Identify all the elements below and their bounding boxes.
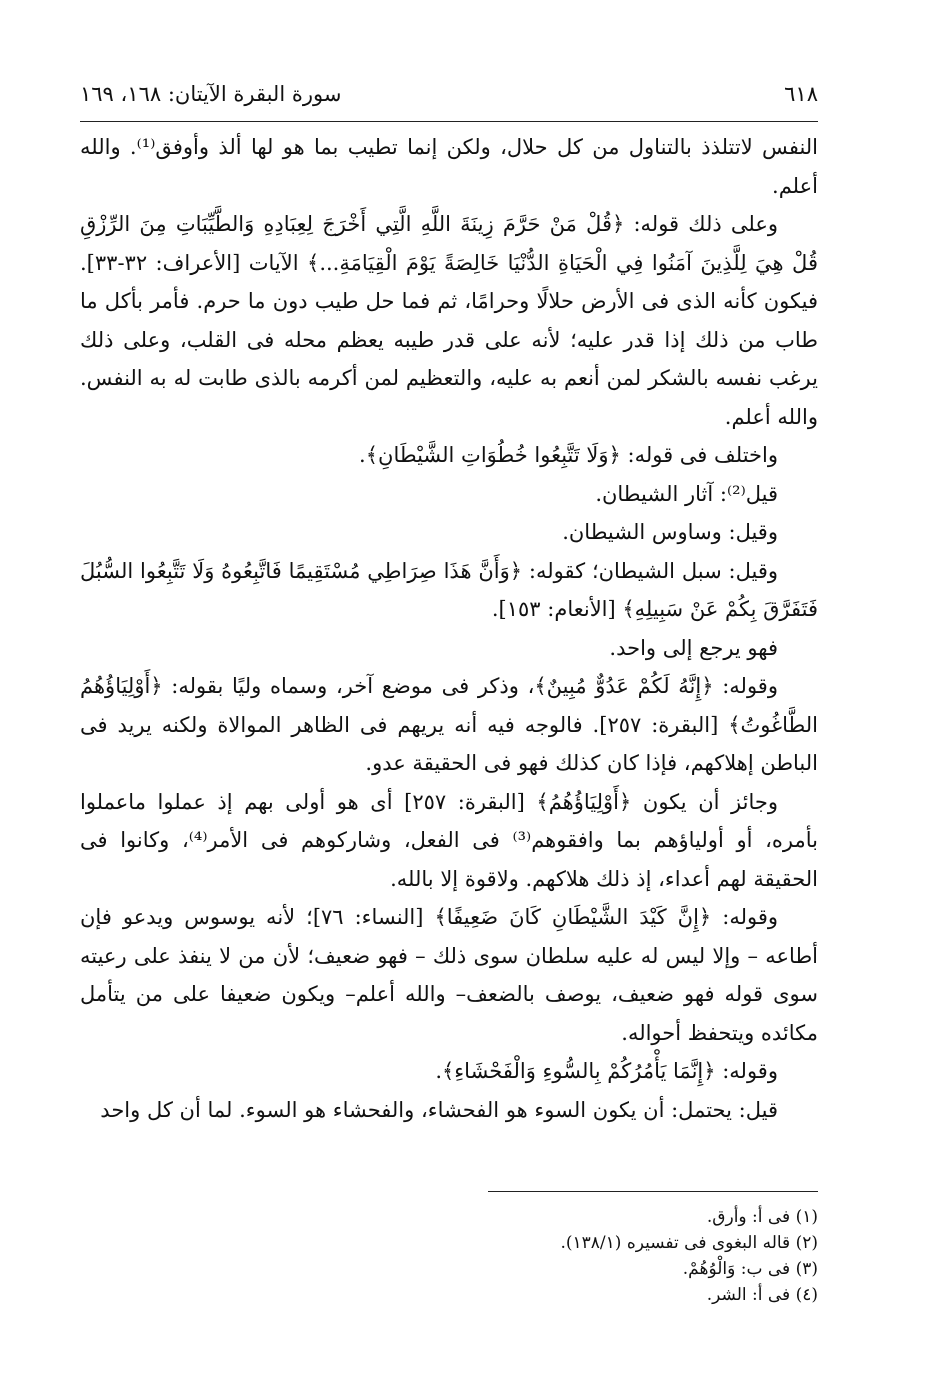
paragraph: فهو يرجع إلى واحد. — [609, 635, 778, 660]
footnote: (١) فى أ: وأرق. — [706, 1207, 818, 1227]
page-number: ٦١٨ — [784, 82, 818, 106]
footnote: (٢) قاله البغوى فى تفسيره (١٣٨/١). — [560, 1233, 818, 1253]
footnote: (٤) فى أ: الشر. — [706, 1285, 818, 1305]
footnote: (٣) فى ب: وَالْوُهُمْ. — [682, 1259, 818, 1279]
page-header — [80, 74, 818, 114]
paragraph: وقيل: وساوس الشيطان. — [562, 520, 778, 544]
paragraph: واختلف فى قوله: ﴿وَلَا تَتَّبِعُوا خُطُوَاتِ الشَّيْطَانِ﴾. — [359, 443, 778, 467]
paragraph: وعلى ذلك قوله: ﴿قُلْ مَنْ حَرَّمَ زِينَةَ اللَّهِ الَّتِي أَخْرَجَ لِعِبَادِهِ وَالطَّيِّبَاتِ مِنَ الرِّزْقِ قُلْ هِيَ لِلَّذِينَ آمَنُوا فِي الْحَيَاةِ الدُّنْيَا خَالِصَةً يَوْمَ الْقِيَامَةِ...﴾ الآيات [الأعراف: ٣٢-٣٣]. فيكون كأنه الذى فى الأرض حلالًا وحرامًا، ثم فما حل طيب دون ما حرم. فأمر بأكل ما طاب من ذلك إذا قدر عليه؛ لأنه على قدر طيبه يعظم محله فى القلب، وعلى ذلك يرغب نفسه بالشكر لمن أنعم به عليه، والتعظيم لمن أكرمه بالذى طابت له به النفس. والله أعلم. — [80, 212, 818, 429]
running-title: سورة البقرة الآيتان: ١٦٨، ١٦٩ — [80, 82, 342, 106]
paragraph: النفس لاتتلذذ بالتناول من كل حلال، ولكن إنما تطيب بما هو لها ألذ وأوفق⁽¹⁾. والله أعلم. — [80, 135, 819, 198]
header-divider — [80, 121, 818, 122]
paragraph: قيل: يحتمل: أن يكون السوء هو الفحشاء، والفحشاء هو السوء. لما أن كل واحد — [100, 1097, 778, 1122]
paragraph: وقيل: سبل الشيطان؛ كقوله: ﴿وَأَنَّ هَذَا صِرَاطِي مُسْتَقِيمًا فَاتَّبِعُوهُ وَلَا تَتَّبِعُوا السُّبُلَ فَتَفَرَّقَ بِكُمْ عَنْ سَبِيلِهِ﴾ [الأنعام: ١٥٣]. — [80, 558, 818, 621]
paragraph: وقوله: ﴿إِنَّهُ لَكُمْ عَدُوٌّ مُبِينٌ﴾، وذكر فى موضع آخر، وسماه وليًا بقوله: ﴿أَوْلِيَاؤُهُمُ الطَّاغُوتُ﴾ [البقرة: ٢٥٧]. فالوجه فيه أنه يريهم فى الظاهر الموالاة ولكنه يريد فى الباطن إهلاكهم، فإذا كان كذلك فهو فى الحقيقة عدو. — [80, 674, 818, 775]
paragraph: وقوله: ﴿إِنَّمَا يَأْمُرُكُمْ بِالسُّوءِ وَالْفَحْشَاءِ﴾. — [435, 1059, 778, 1083]
paragraph: وجائز أن يكون ﴿أَوْلِيَاؤُهُمُ﴾ [البقرة: ٢٥٧] أى هو أولى بهم إذ عملوا ماعملوا بأمره، أو أولياؤهم بما وافقوهم⁽³⁾ فى الفعل، وشاركوهم فى الأمر⁽⁴⁾، وكانوا فى الحقيقة لهم أعداء، إذ ذلك هلاكهم. ولاقوة إلا بالله. — [80, 789, 818, 891]
footnotes — [80, 1204, 818, 1308]
footnote-divider — [488, 1191, 818, 1192]
main-text — [80, 128, 818, 1129]
paragraph: وقوله: ﴿إِنَّ كَيْدَ الشَّيْطَانِ كَانَ ضَعِيفًا﴾ [النساء: ٧٦]؛ لأنه يوسوس ويدعو فإن أطاعه – وإلا ليس له عليه سلطان سوى ذلك – فهو ضعيف؛ لأن من لا ينفذ على رعيته سوى قوله فهو ضعيف، يوصف بالضعف– والله أعلم– ويكون ضعيفا على من يتأمل مكائده ويتحفظ أحواله. — [80, 905, 818, 1045]
paragraph: قيل⁽²⁾: آثار الشيطان. — [595, 481, 778, 506]
